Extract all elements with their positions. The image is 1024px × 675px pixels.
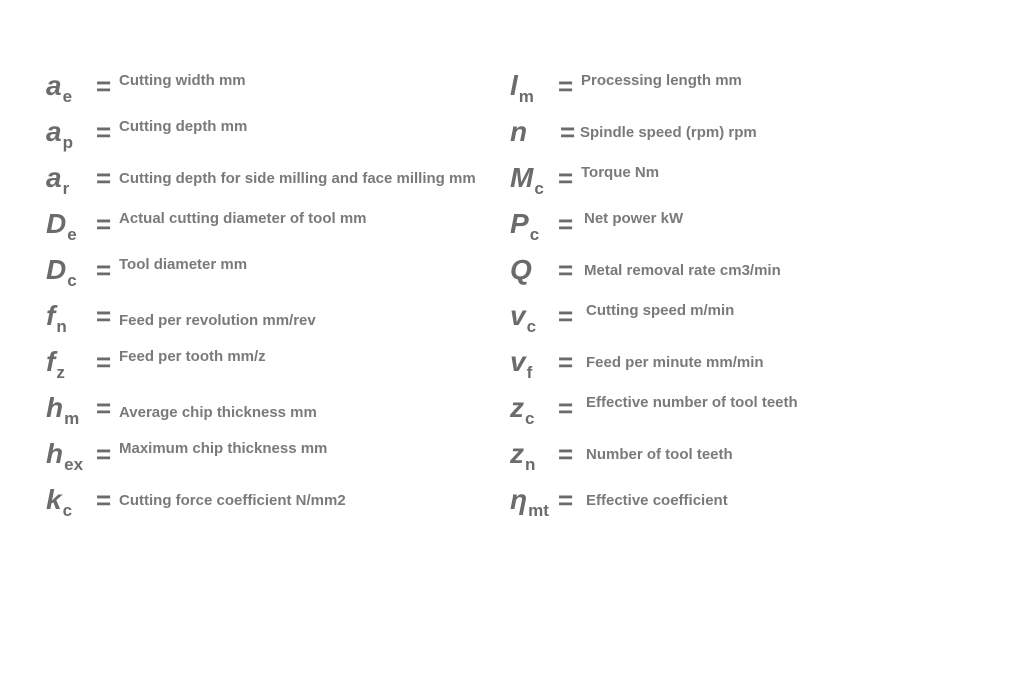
equals-sign: =: [96, 485, 112, 515]
symbol-subscript: c: [525, 409, 535, 428]
symbol-letter: h: [46, 438, 64, 469]
definition-row-vf: [510, 344, 990, 390]
definition-text: Actual cutting diameter of tool mm: [119, 210, 367, 227]
symbol: [46, 392, 79, 435]
symbol-list-right: [510, 68, 990, 528]
symbol-letter: l: [510, 70, 518, 101]
symbol-subscript: c: [62, 501, 73, 520]
symbol: [510, 346, 532, 389]
equals-sign: =: [96, 393, 112, 423]
definition-text: Average chip thickness mm: [119, 404, 317, 421]
definition-text: Spindle speed (rpm) rpm: [580, 124, 757, 141]
symbol-letter: a: [46, 70, 62, 101]
equals-sign: =: [96, 301, 112, 331]
definition-text: Feed per revolution mm/rev: [119, 312, 316, 329]
symbol: [510, 208, 539, 251]
symbol-subscript: f: [526, 363, 533, 382]
symbol-letter: D: [46, 208, 67, 239]
symbol: [46, 116, 73, 159]
symbol: [510, 392, 534, 435]
definition-row-Dc: [46, 252, 506, 298]
definition-row-lm: [510, 68, 990, 114]
definition-row-Pc: [510, 206, 990, 252]
symbol-letter: z: [510, 392, 524, 423]
symbol: [510, 70, 534, 113]
equals-sign: =: [96, 71, 112, 101]
symbol-letter: v: [510, 300, 526, 331]
equals-sign: =: [560, 117, 576, 147]
symbol-subscript: r: [62, 179, 70, 198]
symbol: [46, 346, 65, 389]
definition-text: Cutting depth mm: [119, 118, 248, 135]
symbol-subscript: m: [64, 409, 80, 428]
symbol-subscript: mt: [528, 501, 549, 520]
definition-text: Feed per minute mm/min: [586, 354, 764, 371]
symbol: [46, 70, 72, 113]
symbol-letter: D: [46, 254, 67, 285]
definition-text: Maximum chip thickness mm: [119, 440, 328, 457]
symbol-letter: v: [510, 346, 526, 377]
definition-text: Metal removal rate cm3/min: [584, 262, 781, 279]
symbol-letter: a: [46, 162, 62, 193]
symbol: [510, 254, 533, 297]
symbol-subscript: c: [67, 271, 77, 290]
symbol-subscript: p: [62, 133, 73, 152]
symbol-subscript: n: [56, 317, 67, 336]
symbol-letter: P: [510, 208, 529, 239]
equals-sign: =: [96, 255, 112, 285]
symbol-letter: M: [510, 162, 534, 193]
symbol-letter: z: [510, 438, 524, 469]
definition-row-De: [46, 206, 506, 252]
definition-row-vc: [510, 298, 990, 344]
definition-row-kc: [46, 482, 506, 528]
symbol-letter: η: [510, 484, 528, 515]
symbol-subscript: c: [534, 179, 544, 198]
definition-row-Q: [510, 252, 990, 298]
equals-sign: =: [558, 439, 574, 469]
equals-sign: =: [558, 485, 574, 515]
symbol-letter: k: [46, 484, 62, 515]
definition-text: Net power kW: [584, 210, 684, 227]
definition-row-ap: [46, 114, 506, 160]
equals-sign: =: [96, 163, 112, 193]
symbol-letter: h: [46, 392, 64, 423]
definition-text: Tool diameter mm: [119, 256, 248, 273]
symbol: [46, 438, 83, 481]
definition-row-fn: [46, 298, 506, 344]
symbol-letter: f: [46, 300, 56, 331]
symbol: [510, 300, 536, 343]
symbol-letter: n: [510, 116, 528, 147]
symbol: [510, 116, 528, 159]
equals-sign: =: [96, 439, 112, 469]
definition-text: Feed per tooth mm/z: [119, 348, 266, 365]
symbol: [46, 254, 77, 297]
equals-sign: =: [96, 209, 112, 239]
symbol-subscript: ex: [64, 455, 84, 474]
definition-text: Cutting depth for side milling and face milling mm: [119, 170, 476, 187]
symbol-subscript: n: [525, 455, 536, 474]
equals-sign: =: [558, 347, 574, 377]
definition-row-hm: [46, 390, 506, 436]
symbol: [46, 484, 72, 527]
equals-sign: =: [558, 163, 574, 193]
symbol-list-left: [46, 68, 506, 528]
definition-row-fz: [46, 344, 506, 390]
definition-text: Torque Nm: [581, 164, 660, 181]
symbol-subscript: e: [67, 225, 77, 244]
symbol: [510, 438, 535, 481]
equals-sign: =: [96, 117, 112, 147]
symbol-subscript: e: [62, 87, 73, 106]
equals-sign: =: [558, 393, 574, 423]
definition-row-zn: [510, 436, 990, 482]
symbol: [46, 162, 69, 205]
symbol: [46, 208, 77, 251]
equals-sign: =: [558, 255, 574, 285]
symbol-subscript: c: [526, 317, 537, 336]
definition-text: Effective coefficient: [586, 492, 728, 509]
definition-row-ar: [46, 160, 506, 206]
equals-sign: =: [558, 301, 574, 331]
symbol-subscript: c: [529, 225, 540, 244]
equals-sign: =: [558, 71, 574, 101]
definition-row-zc: [510, 390, 990, 436]
symbol-subscript: z: [56, 363, 65, 382]
definition-row-n: [510, 114, 990, 160]
symbol-subscript: m: [518, 87, 534, 106]
definition-text: Cutting force coefficient N/mm2: [119, 492, 346, 509]
definition-text: Number of tool teeth: [586, 446, 733, 463]
symbol-letter: Q: [510, 254, 532, 285]
definition-row-eta-mt: [510, 482, 990, 528]
definition-text: Processing length mm: [581, 72, 742, 89]
symbol: [46, 300, 67, 343]
symbol-letter: f: [46, 346, 56, 377]
symbol: [510, 162, 544, 205]
equals-sign: =: [96, 347, 112, 377]
definition-row-ae: [46, 68, 506, 114]
definition-text: Cutting speed m/min: [586, 302, 735, 319]
equals-sign: =: [558, 209, 574, 239]
definition-text: Cutting width mm: [119, 72, 246, 89]
definition-text: Effective number of tool teeth: [586, 394, 798, 411]
definition-row-Mc: [510, 160, 990, 206]
symbol: [510, 484, 549, 527]
definition-row-hex: [46, 436, 506, 482]
symbol-letter: a: [46, 116, 62, 147]
